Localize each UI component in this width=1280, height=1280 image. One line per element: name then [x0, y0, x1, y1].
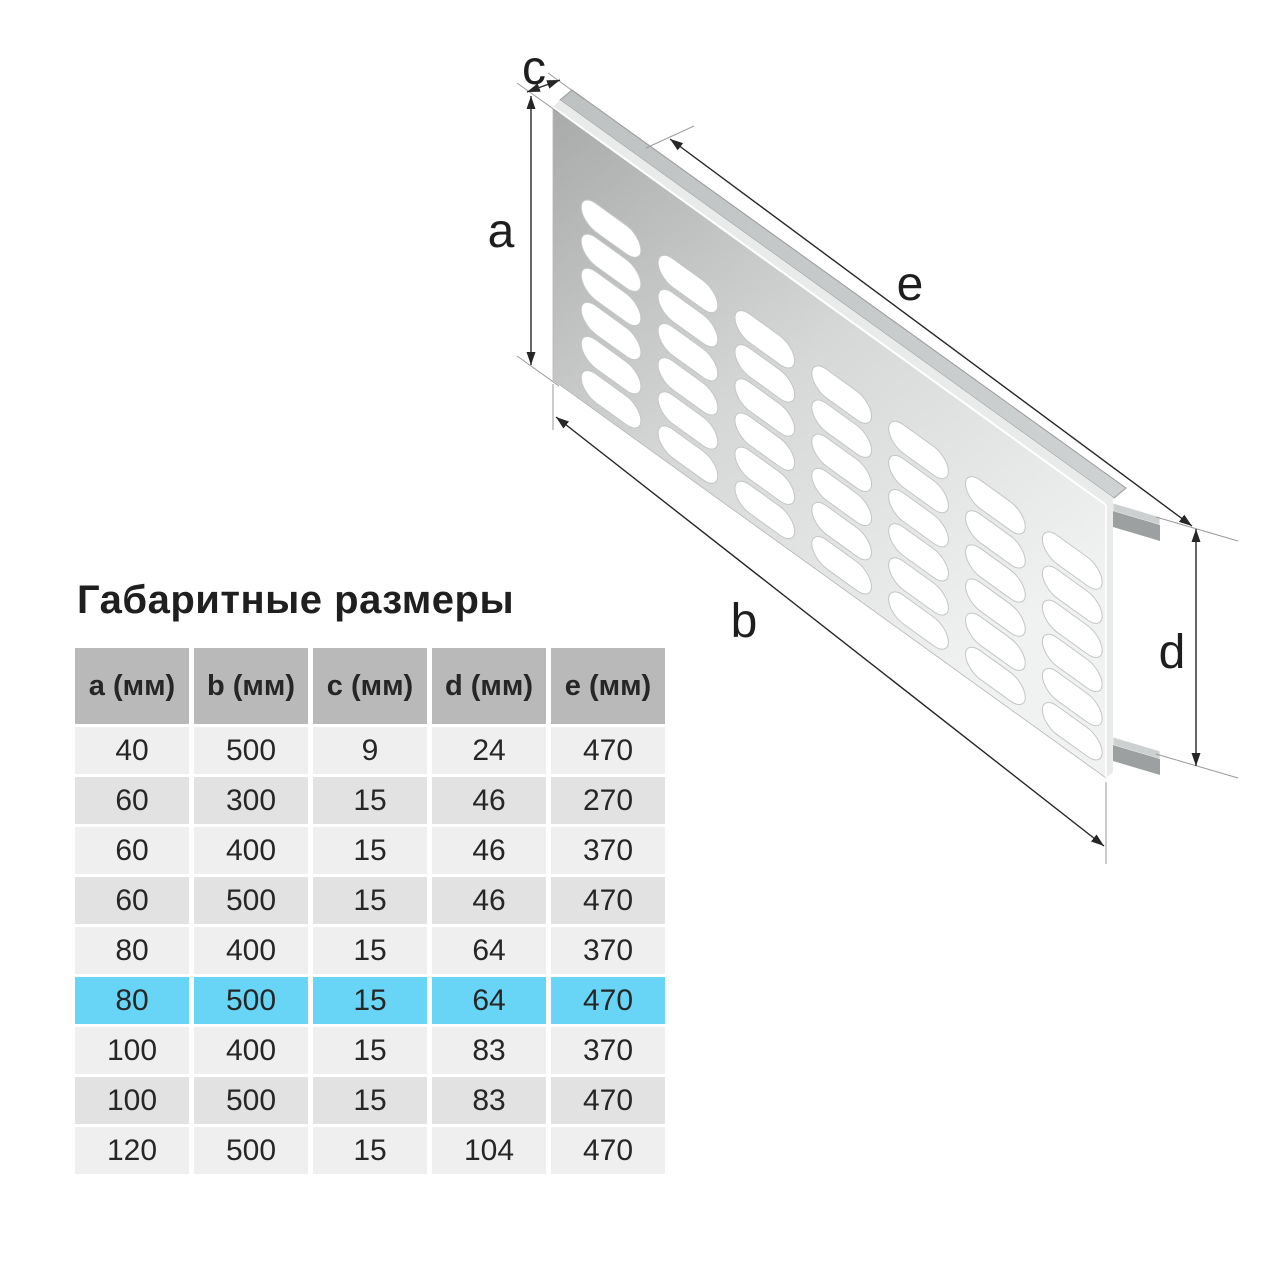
table-cell: 60	[75, 877, 189, 924]
table-cell: 15	[313, 1127, 427, 1174]
table-cell: 80	[75, 927, 189, 974]
table-header-cell: d (мм)	[432, 648, 546, 724]
dim-label-c: c	[522, 42, 546, 95]
dim-label-d: d	[1158, 626, 1186, 679]
table-cell: 64	[432, 977, 546, 1024]
table-header-cell: e (мм)	[551, 648, 665, 724]
table-cell: 370	[551, 827, 665, 874]
table-cell: 100	[75, 1077, 189, 1124]
table-cell: 370	[551, 1027, 665, 1074]
table-cell: 470	[551, 877, 665, 924]
table-cell: 46	[432, 877, 546, 924]
table-cell: 60	[75, 777, 189, 824]
table-cell: 470	[551, 1077, 665, 1124]
table-cell: 500	[194, 727, 308, 774]
table-header-cell: c (мм)	[313, 648, 427, 724]
table-cell: 15	[313, 877, 427, 924]
grille-right-edge	[1106, 499, 1113, 778]
table-cell: 15	[313, 827, 427, 874]
table-cell: 500	[194, 877, 308, 924]
table-cell: 104	[432, 1127, 546, 1174]
table-cell: 470	[551, 1127, 665, 1174]
table-cell: 120	[75, 1127, 189, 1174]
table-cell: 15	[313, 1027, 427, 1074]
table-cell: 60	[75, 827, 189, 874]
table-cell: 15	[313, 977, 427, 1024]
dim-label-e: e	[896, 258, 924, 311]
table-cell: 300	[194, 777, 308, 824]
table-title: Габаритные размеры	[77, 578, 515, 622]
table-cell: 83	[432, 1077, 546, 1124]
table-cell: 270	[551, 777, 665, 824]
dim-label-a: a	[487, 205, 515, 258]
table-cell: 15	[313, 927, 427, 974]
table-cell: 83	[432, 1027, 546, 1074]
table-cell: 470	[551, 977, 665, 1024]
dim-label-b: b	[730, 595, 758, 648]
table-cell: 80	[75, 977, 189, 1024]
table-cell: 15	[313, 1077, 427, 1124]
table-cell: 400	[194, 1027, 308, 1074]
table-cell: 46	[432, 777, 546, 824]
table-cell: 9	[313, 727, 427, 774]
table-cell: 46	[432, 827, 546, 874]
table-cell: 24	[432, 727, 546, 774]
table-cell: 64	[432, 927, 546, 974]
dimensions-table	[75, 648, 665, 1174]
table-cell: 500	[194, 1077, 308, 1124]
table-header-cell: a (мм)	[75, 648, 189, 724]
table-header-cell: b (мм)	[194, 648, 308, 724]
grille-right-flanges	[1113, 503, 1160, 775]
table-cell: 40	[75, 727, 189, 774]
table-cell: 370	[551, 927, 665, 974]
table-cell: 15	[313, 777, 427, 824]
table-cell: 400	[194, 827, 308, 874]
dimensions-section	[75, 576, 665, 1174]
table-cell: 400	[194, 927, 308, 974]
table-cell: 470	[551, 727, 665, 774]
table-cell: 500	[194, 977, 308, 1024]
table-cell: 500	[194, 1127, 308, 1174]
table-cell: 100	[75, 1027, 189, 1074]
